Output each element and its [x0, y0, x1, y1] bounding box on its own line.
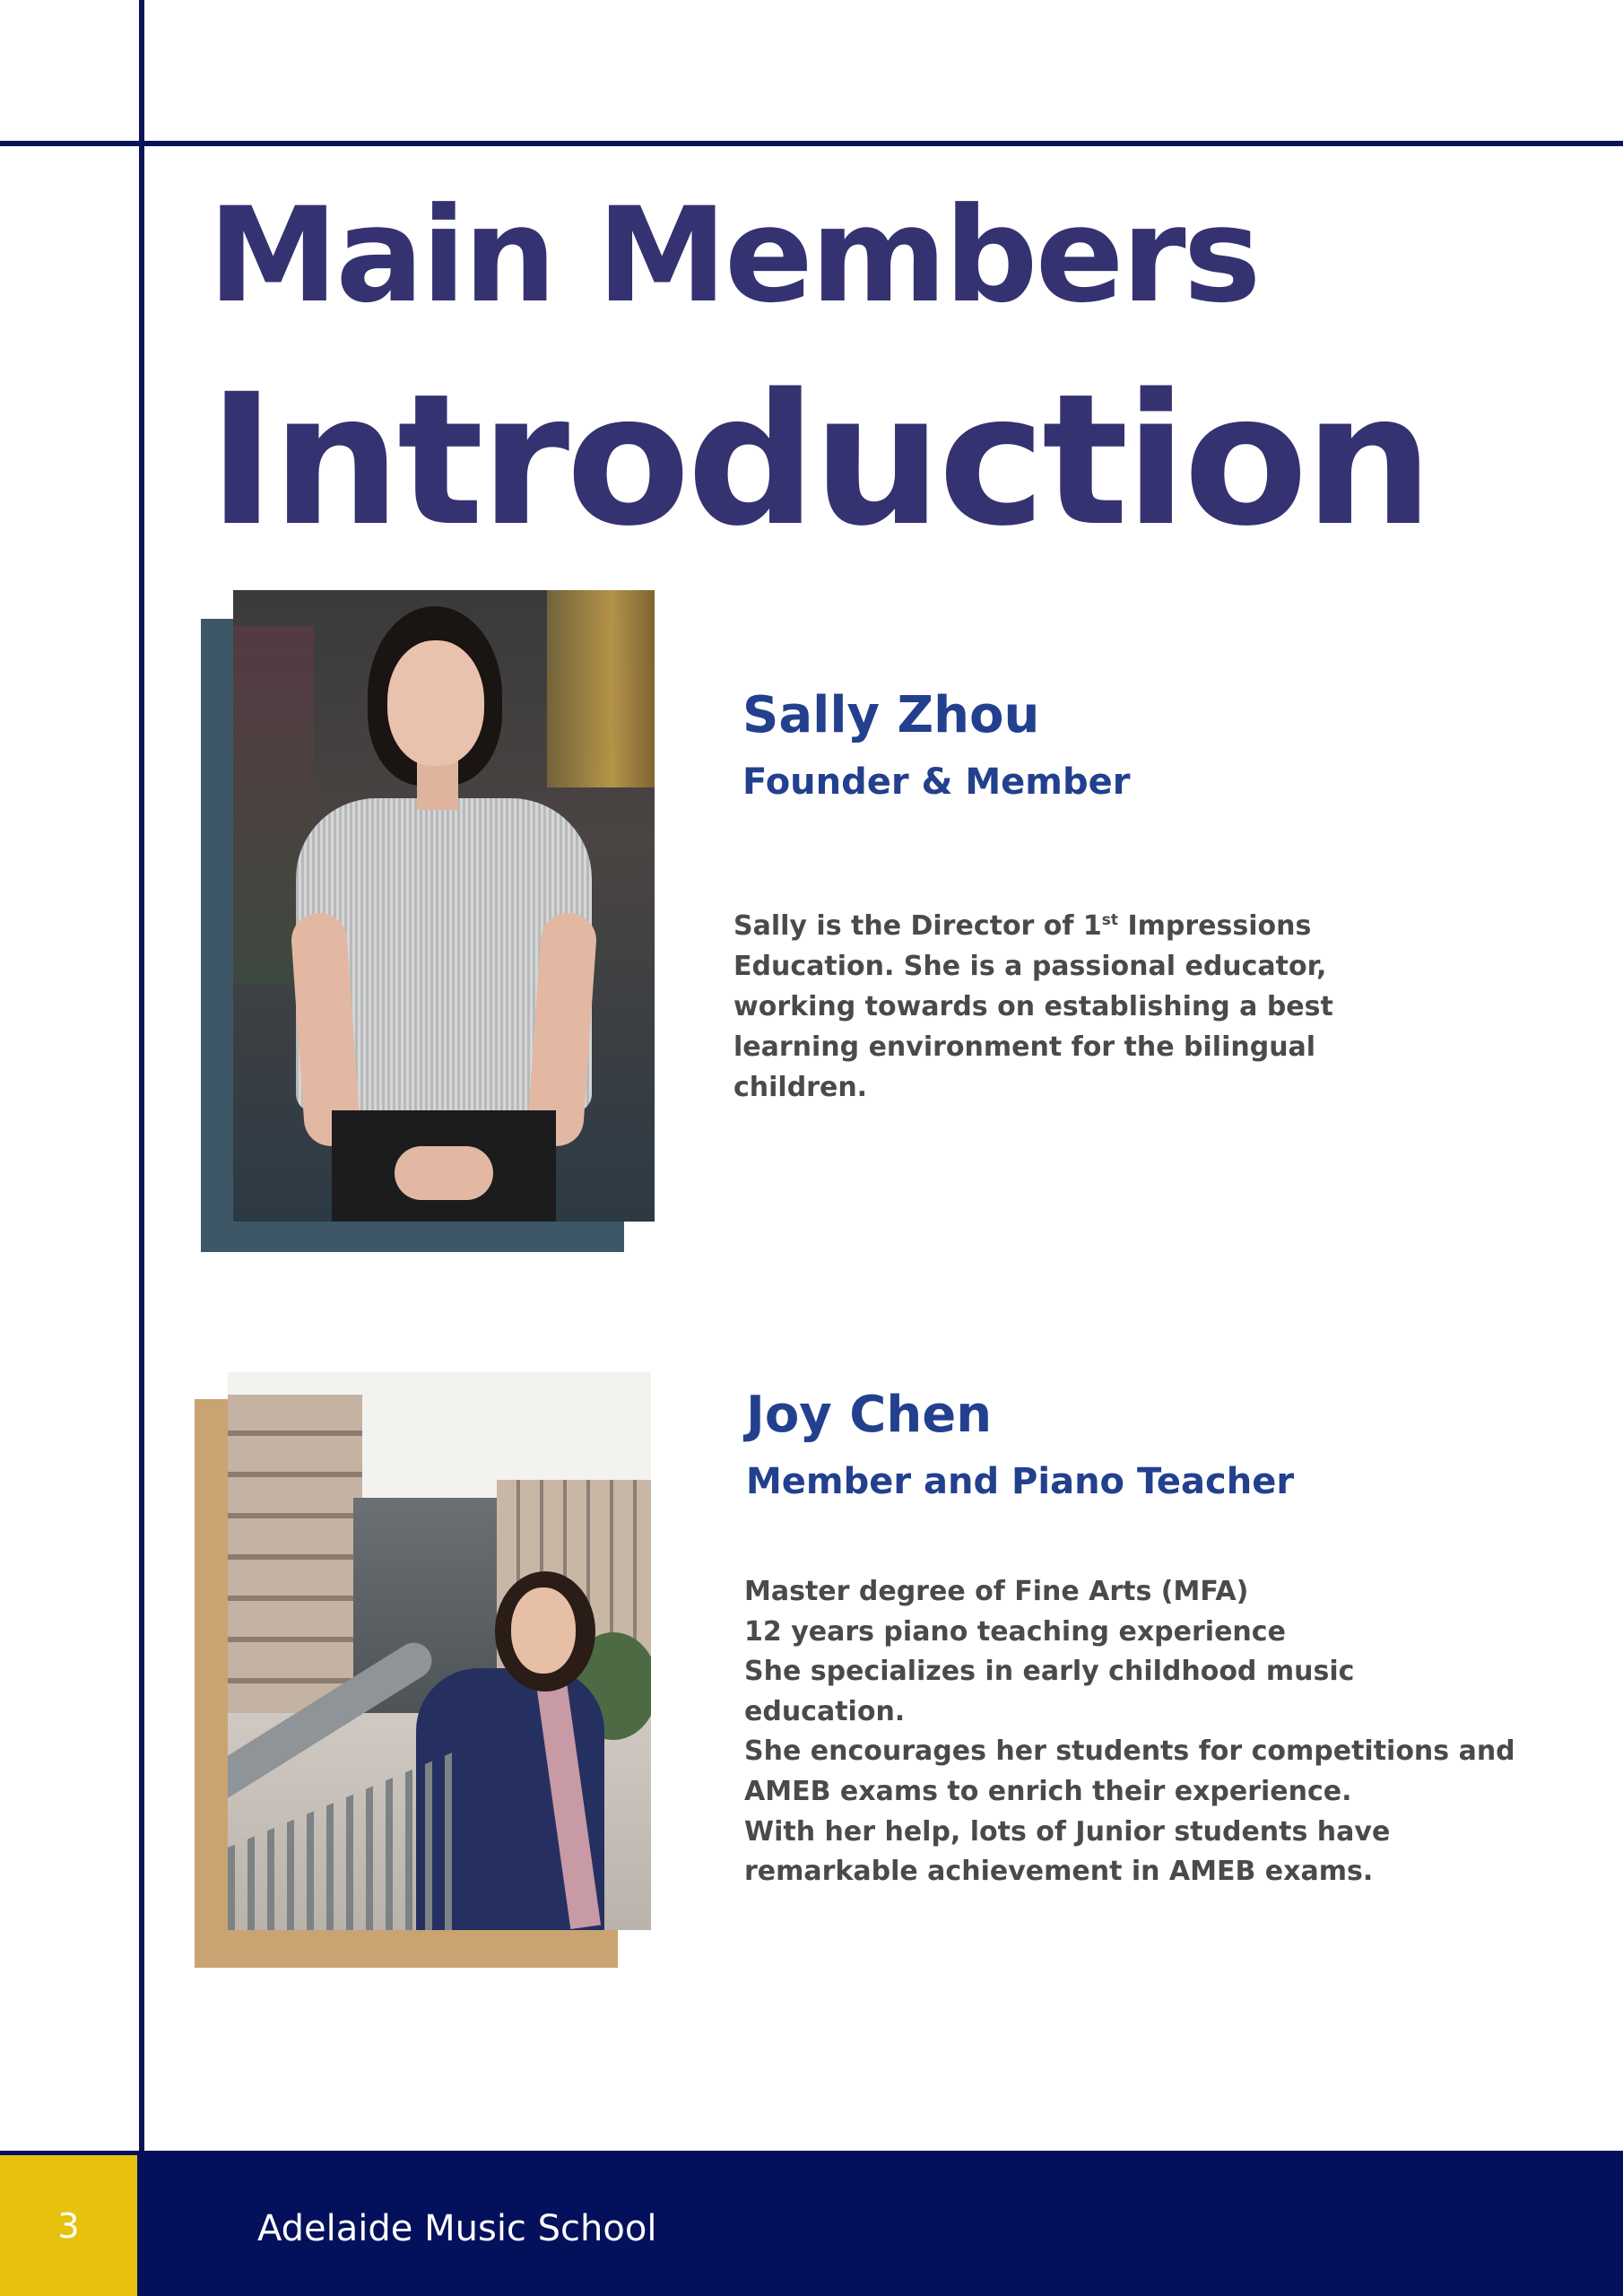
member-bio [733, 906, 1451, 1108]
member-bio-text: Impressions Education. She is a passional educator, working towards on establishing a best learning environment for the bilingual children. [733, 910, 1333, 1103]
member-bio [744, 1572, 1515, 1892]
page-number-box [0, 2155, 137, 2296]
member-bio-line: Master degree of Fine Arts (MFA) [744, 1576, 1249, 1607]
member-name: Sally Zhou [742, 686, 1040, 744]
member-bio-line: With her help, lots of Junior students have [744, 1815, 1391, 1848]
ordinal-suffix: st [1101, 911, 1119, 929]
member-photo-sally-zhou [233, 590, 655, 1222]
member-name: Joy Chen [746, 1386, 993, 1444]
member-bio-line: She encourages her students for competitions and [744, 1735, 1515, 1768]
member-photo-joy-chen [228, 1372, 651, 1930]
footer-bar [0, 2151, 1623, 2296]
vertical-divider-line [139, 0, 144, 2152]
horizontal-divider-line [0, 141, 1623, 146]
member-role: Founder & Member [742, 761, 1131, 803]
member-bio-line: remarkable achievement in AMEB exams. [744, 1856, 1374, 1888]
member-role: Member and Piano Teacher [746, 1461, 1295, 1502]
member-bio-text: Sally is the Director of 1 [733, 910, 1102, 942]
page-title-line2: Introduction [208, 354, 1430, 566]
member-bio-line: AMEB exams to enrich their experience. [744, 1775, 1352, 1807]
member-bio-line: She specializes in early childhood music education. [744, 1656, 1355, 1727]
member-bio-line: 12 years piano teaching experience [744, 1615, 1286, 1648]
page-title-line1: Main Members [208, 179, 1259, 332]
page-number: 3 [57, 2205, 80, 2246]
footer-school-name: Adelaide Music School [257, 2208, 657, 2249]
